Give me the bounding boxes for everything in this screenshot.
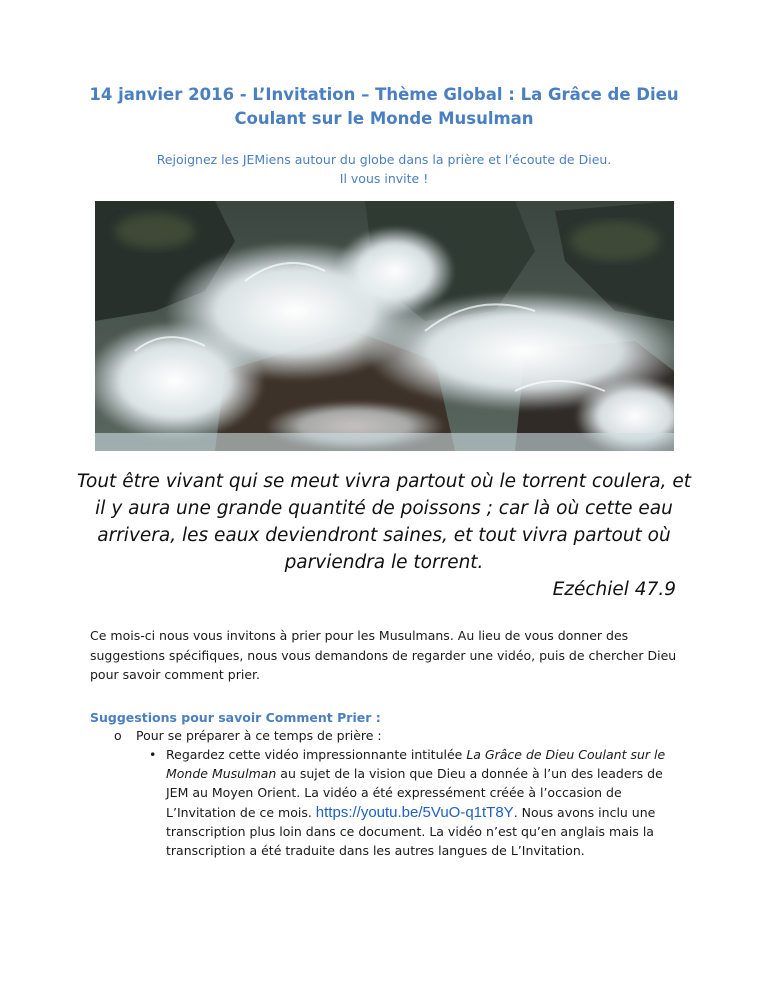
page-subtitle: [60, 150, 708, 188]
dot-bullet: •: [149, 747, 157, 762]
list-item-text: Pour se préparer à ce temps de prière :: [136, 728, 382, 743]
circle-bullet: o: [114, 728, 122, 743]
video-title: La Grâce de Dieu Coulant sur le Monde Musulman: [166, 747, 666, 782]
list-item-level-1: [114, 726, 382, 745]
subtitle-line-2: Il vous invite !: [339, 171, 429, 186]
subtitle-line-1: Rejoignez les JEMiens autour du globe dans la prière et l’écoute de Dieu.: [156, 152, 612, 167]
waterfall-photo: [95, 201, 674, 451]
list-text-part-2: au sujet de la vision que Dieu a donnée à l’un des leaders de JEM au Moyen Orient. La vidéo a été expressément créée à l’occasion de L’Invitation de ce mois.: [166, 766, 663, 820]
suggestions-heading: Suggestions pour savoir Comment Prier :: [90, 710, 381, 725]
verse-reference: Ezéchiel 47.9: [552, 579, 676, 600]
bible-verse: Tout être vivant qui se meut vivra partout où le torrent coulera, et il y aura une grande quantité de poissons ; car là où cette eau arrivera, les eaux deviendront saines, et tout vivra partout où parviendra le torrent.: [77, 471, 691, 573]
video-link[interactable]: https://youtu.be/5VuO-q1tT8Y: [315, 803, 514, 821]
list-text-part-1: Regardez cette vidéo impressionnante intitulée: [166, 747, 467, 762]
list-text-part-3: . Nous avons inclu une transcription plus loin dans ce document. La vidéo n’est qu’en anglais mais la transcription a été traduite dans les autres langues de L’Invitation.: [166, 804, 656, 859]
page-title: 14 janvier 2016 - L’Invitation – Thème Global : La Grâce de Dieu Coulant sur le Monde Musulman: [89, 85, 679, 128]
intro-paragraph: Ce mois-ci nous vous invitons à prier pour les Musulmans. Au lieu de vous donner des suggestions spécifiques, nous vous demandons de regarder une vidéo, puis de chercher Dieu pour savoir comment prier.: [90, 628, 677, 682]
list-item-level-2: [149, 745, 676, 860]
